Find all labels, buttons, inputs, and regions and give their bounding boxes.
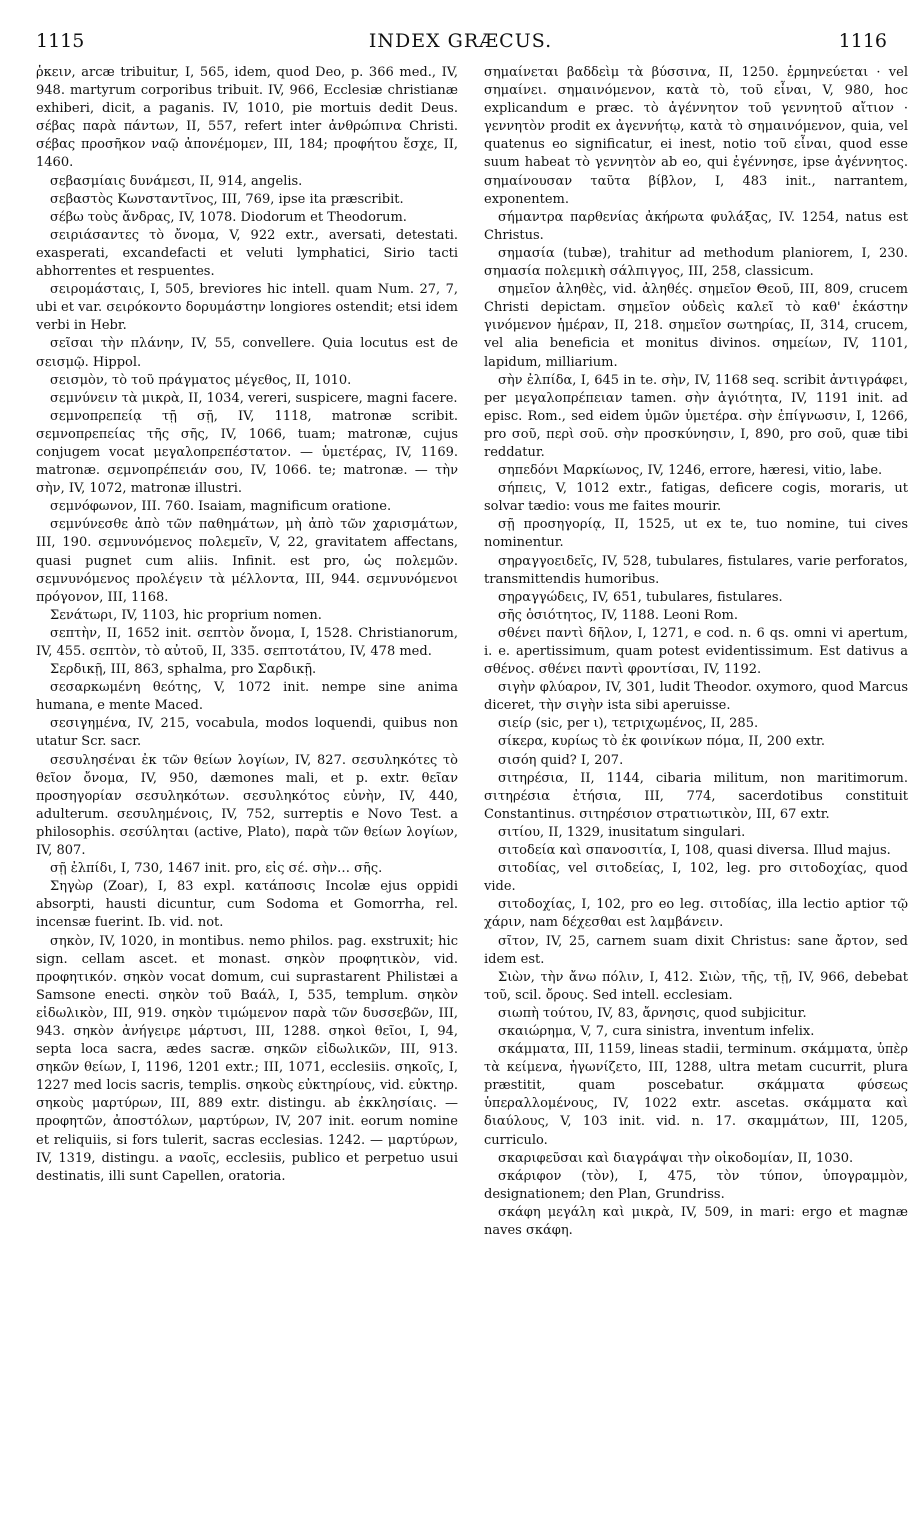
- index-entry: σιείρ (sic, per ι), τετριχωμένος, II, 285.: [498, 716, 759, 732]
- index-entry: σήπεις, V, 1012 extr., fatigas, deficere cogis, moraris, ut solvar tædio: vous me faites mourir.: [484, 481, 908, 515]
- index-entry: σεμνοπρεπείᾳ τῇ σῇ, IV, 1118, matronæ scribit. σεμνοπρεπείας τῆς σῆς, IV, 1066, tuam; matronæ, cujus conjugem vocat μεγαλοπρεπέστατον. — ὑμετέρας, IV, 1169. matronæ. σεμνοπρέπειάν σου, IV, 1066. te; matronæ. — τὴν σὴν, IV, 1072, matronæ illustri.: [36, 408, 458, 497]
- index-entry: σθένει παντὶ δῆλον, I, 1271, e cod. n. 6 qs. omni vi apertum, i. e. apertissimum, quam potest evidentissimum. Est dativus a σθένος. σθένει παντὶ φροντίσαι, IV, 1192.: [484, 625, 908, 678]
- page-number-left: 1115: [36, 30, 85, 52]
- index-entry: σκάφη μεγάλη καὶ μικρὰ, IV, 509, in mari: ergo et magnæ naves σκάφη.: [484, 1204, 908, 1238]
- index-entry: σηκὸν, IV, 1020, in montibus. nemo philos. pag. exstruxit; hic sign. cellam ascet. et monast. σηκὸν προφητικὸν, vid. προφητικόν. σηκὸν vocat domum, cui suprastarent Philistæi a Samsone enecti. σηκὸν τοῦ Βαάλ, I, 535, templum. σηκὸν εἰδωλικὸν, III, 919. σηκὸν τιμώμενον παρὰ τῶν δυσσεβῶν, III, 943. σηκὸν ἀνήγειρε μάρτυσι, III, 1288. σηκοὶ θεῖοι, I, 94, septa loca sacra, ædes sacræ. σηκῶν εἰδωλικῶν, III, 913. σηκῶν θείων, I, 1196, 1201 extr.; III, 1071, ecclesiis. σηκοῖς, I, 1227 med locis sacris, templis. σηκοὺς εὐκτηρίους, vid. εὐκτηρ. σηκοὺς μαρτύρων, III, 889 extr. distingu. ab ἐκκλησίαις. — προφητῶν, ἀποστόλων, μαρτύρων, IV, 207 init. eorum nomine et reliquiis, si fors tulerit, sacras ecclesias. 1242. — μαρτύρων, IV, 1319, distingu. a ναοῖς, ecclesiis, publico et perpetuo usui destinatis, illi sunt Capellen, oratoria.: [36, 933, 458, 1184]
- index-entry: σημαίνεται βαδδεὶμ τὰ βύσσινα, II, 1250. ἑρμηνεύεται · vel σημαίνει. σημαινόμενον, κατὰ τὸ, τοῦ εἶναι, V, 980, hoc explicandum e præc. τὸ ἀγέννητον τοῦ γεννητοῦ αἴτιον · γεννητὸν prodit ex ἀγεννήτῳ, κατὰ τὸ σημαινόμενον, quia, vel quatenus eo significatur, ei inest, notio τοῦ εἶναι, quod esse suum habeat τὸ γεννητὸν ab eo, qui ἐγέννησε, ipse ἀγέννητος. σημαίνουσαν ταῦτα βίβλον, I, 483 init., narrantem, exponentem.: [484, 65, 908, 207]
- index-entry: σιγὴν φλύαρον, IV, 301, ludit Theodor. oxymoro, quod Marcus diceret, τὴν σιγὴν ista sibi aperuisse.: [484, 680, 908, 714]
- index-entry: σκαιώρημα, V, 7, cura sinistra, inventum infelix.: [498, 1023, 815, 1039]
- index-entry: σεπτὴν, II, 1652 init. σεπτὸν ὄνομα, I, 1528. Christianorum, IV, 455. σεπτὸν, τὸ αὐτοῦ, II, 335. σεπτοτάτου, IV, 478 med.: [36, 625, 458, 659]
- index-entry: σηραγγώδεις, IV, 651, tubulares, fistulares.: [498, 589, 783, 605]
- right-column: [484, 64, 908, 1240]
- index-entry: σὴν ἐλπίδα, I, 645 in te. σὴν, IV, 1168 seq. scribit ἀντιγράφει, per μεγαλοπρέπειαν tamen. σὴν ἁγιότητα, IV, 1191 init. ad episc. Rom., sed eidem ὑμῶν ὑμετέρα. σὴν ἐπίγνωσιν, I, 1266, pro σοῦ, περὶ σοῦ. σὴν προσκύνησιν, I, 890, pro σοῦ, quæ tibi reddatur.: [484, 372, 908, 460]
- index-entry: σῆς ὁσιότητος, IV, 1188. Leoni Rom.: [498, 607, 738, 623]
- index-entry: σεσαρκωμένη θεότης, V, 1072 init. nempe sine anima humana, e mente Maced.: [36, 680, 458, 714]
- index-entry: σιτηρέσια, II, 1144, cibaria militum, non maritimorum. σιτηρέσια ἐτήσια, III, 774, sacerdotibus constituit Constantinus. σιτηρέσιον στρατιωτικὸν, III, 67 extr.: [484, 770, 908, 822]
- index-entry: Σερδικῇ, III, 863, sphalma, pro Σαρδικῇ.: [50, 662, 317, 678]
- index-entry: σηραγγοειδεῖς, IV, 528, tubulares, fistulares, varie perforatos, transmittendis humoribus.: [484, 553, 908, 587]
- running-header: [28, 30, 893, 62]
- index-entry: σίκερα, κυρίως τὸ ἐκ φοινίκων πόμα, II, 200 extr.: [498, 734, 825, 750]
- index-entry: σκαριφεῦσαι καὶ διαγράψαι τὴν οἰκοδομίαν, II, 1030.: [498, 1150, 854, 1166]
- index-entry: σιτίου, II, 1329, inusitatum singulari.: [498, 824, 746, 840]
- page-number-right: 1116: [838, 30, 887, 52]
- index-entry: σεμνόφωνον, III. 760. Isaiam, magnificum oratione.: [50, 499, 392, 515]
- index-entry: Σιὼν, τὴν ἄνω πόλιν, I, 412. Σιὼν, τῆς, τῇ, IV, 966, debebat τοῦ, scil. ὄρους. Sed intell. ecclesiam.: [484, 969, 908, 1003]
- index-entry: σῇ ἐλπίδι, I, 730, 1467 init. pro, εἰς σέ. σὴν… σῆς.: [50, 861, 383, 877]
- index-entry: σεμνύνεσθε ἀπὸ τῶν παθημάτων, μὴ ἀπὸ τῶν χαρισμάτων, III, 190. σεμνυνόμενος πολεμεῖν, V, 22, gravitatem affectans, quasi pugnet cum aliis. Infinit. est pro, ὡς πολεμῶν. σεμνυνόμενος προλέγειν τὰ μέλλοντα, III, 944. σεμνυνόμενοι πρόγονον, III, 1168.: [36, 517, 458, 605]
- index-entry: Σηγὼρ (Zoar), I, 83 expl. κατάποσις Incolæ ejus oppidi absorpti, hausti dicuntur, cum Sodoma et Gomorrha, rel. incensæ fuerint. Ib. vid. not.: [36, 879, 458, 931]
- index-entry: σεσυλησέναι ἐκ τῶν θείων λογίων, IV, 827. σεσυληκότες τὸ θεῖον ὄνομα, IV, 950, dæmones mali, et p. extr. θεῖαν προσηγορίαν σεσυληκότων. σεσυληκότος εὐνὴν, IV, 440, adulterum. σεσυλημένοις, IV, 752, surreptis e Novo Test. a philosophis. σεσύληται (active, Plato), παρὰ τῶν θείων λογίων, IV, 807.: [36, 752, 458, 859]
- index-entry: σῖτον, IV, 25, carnem suam dixit Christus: sane ἄρτον, sed idem est.: [484, 933, 908, 967]
- index-entry: σειρομάσταις, I, 505, breviores hic intell. quam Num. 27, 7, ubi et var. σειρόκοντο δορυμάστην longiores ostendit; etsi idem verbi in Hebr.: [36, 282, 458, 334]
- index-entry: σιτοδεία καὶ σπανοσιτία, I, 108, quasi diversa. Illud majus.: [498, 843, 891, 859]
- index-entry: σιωπὴ τούτου, IV, 83, ἄρνησις, quod subjicitur.: [498, 1005, 807, 1021]
- index-entry: σειριάσαντες τὸ ὄνομα, V, 922 extr., aversati, detestati. exasperati, excandefacti et veluti lymphatici, Sirio tacti abhorrentes et respuentes.: [36, 227, 458, 280]
- index-entry: σκάμματα, III, 1159, lineas stadii, terminum. σκάμματα, ὑπὲρ τὰ κείμενα, ἠγωνίζετο, III, 1288, ultra metam cucurrit, plura præstitit, quam poscebatur. σκάμματα φύσεως ὑπεραλλομένους, IV, 1022 extr. ascetas. σκάμματα καὶ διαύλους, V, 103 init. vid. n. 17. σκαμμάτων, III, 1205, curriculo.: [484, 1042, 908, 1148]
- index-entry: σῇ προσηγορίᾳ, II, 1525, ut ex te, tuo nomine, tui cives nominentur.: [484, 517, 908, 551]
- index-entry: σκάριφον (τὸν), I, 475, τὸν τύπον, ὑπογραμμὸν, designationem; den Plan, Grundriss.: [484, 1168, 908, 1202]
- index-entry: σεβαστὸς Κωνσταντῖνος, III, 769, ipse ita præscribit.: [50, 191, 404, 207]
- index-entry: Σενάτωρι, IV, 1103, hic proprium nomen.: [50, 607, 322, 623]
- index-entry: σηπεδόνι Μαρκίωνος, IV, 1246, errore, hæresi, vitio, labe.: [498, 463, 883, 479]
- index-entry: σεῖσαι τὴν πλάνην, IV, 55, convellere. Quia locutus est de σεισμῷ. Hippol.: [36, 336, 458, 370]
- index-entry: σημασία (tubæ), trahitur ad methodum planiorem, I, 230. σημασία πολεμικὴ σάλπιγγος, III, 258, classicum.: [484, 245, 908, 280]
- index-entry: σιτοδίας, vel σιτοδείας, I, 102, leg. pro σιτοδοχίας, quod vide.: [484, 861, 908, 895]
- index-entry: σιτοδοχίας, I, 102, pro eo leg. σιτοδίας, illa lectio aptior τῷ χάριν, nam δέχεσθαι est λαμβάνειν.: [484, 897, 908, 931]
- index-entry: σεσιγημένα, IV, 215, vocabula, modos loquendi, quibus non utatur Scr. sacr.: [36, 716, 458, 750]
- index-entry: σημεῖον ἀληθὲς, vid. ἀληθές. σημεῖον Θεοῦ, III, 809, crucem Christi depictam. σημεῖον οὐδεὶς καλεῖ τὸ καθ' ἑκάστην γινόμενον ἡμέραν, II, 218. σημεῖον σωτηρίας, II, 314, crucem, vel alia beneficia et monitus divinos. σημείων, IV, 1101, lapidum, milliarium.: [484, 282, 908, 370]
- index-entry: σισόη quid? I, 207.: [498, 752, 624, 768]
- index-entry: σήμαντρα παρθενίας ἀκήρωτα φυλάξας, IV. 1254, natus est Christus.: [484, 209, 908, 243]
- index-entry: ῥκειν, arcæ tribuitur, I, 565, idem, quod Deo, p. 366 med., IV, 948. martyrum corporibus tribuit. IV, 966, Ecclesiæ christianæ exhiberi, dicit, a paganis. IV, 1010, pie mortuis dedit Deus. σέβας παρὰ πάντων, II, 557, refert inter ἀνθρώπινα Christi. σέβας προσῆκον ναῷ ἀπονέμομεν, III, 184; προφήτου ἔσχε, II, 1460.: [36, 65, 458, 171]
- index-entry: σέβω τοὺς ἄνδρας, IV, 1078. Diodorum et Theodorum.: [50, 209, 407, 225]
- left-column: [36, 64, 458, 1186]
- index-entry: σεμνύνειν τὰ μικρὰ, II, 1034, vereri, suspicere, magni facere.: [50, 390, 458, 406]
- page-title: INDEX GRÆCUS.: [368, 30, 553, 52]
- index-entry: σεισμὸν, τὸ τοῦ πράγματος μέγεθος, II, 1010.: [50, 372, 352, 388]
- index-entry: σεβασμίαις δυνάμεσι, II, 914, angelis.: [50, 173, 303, 189]
